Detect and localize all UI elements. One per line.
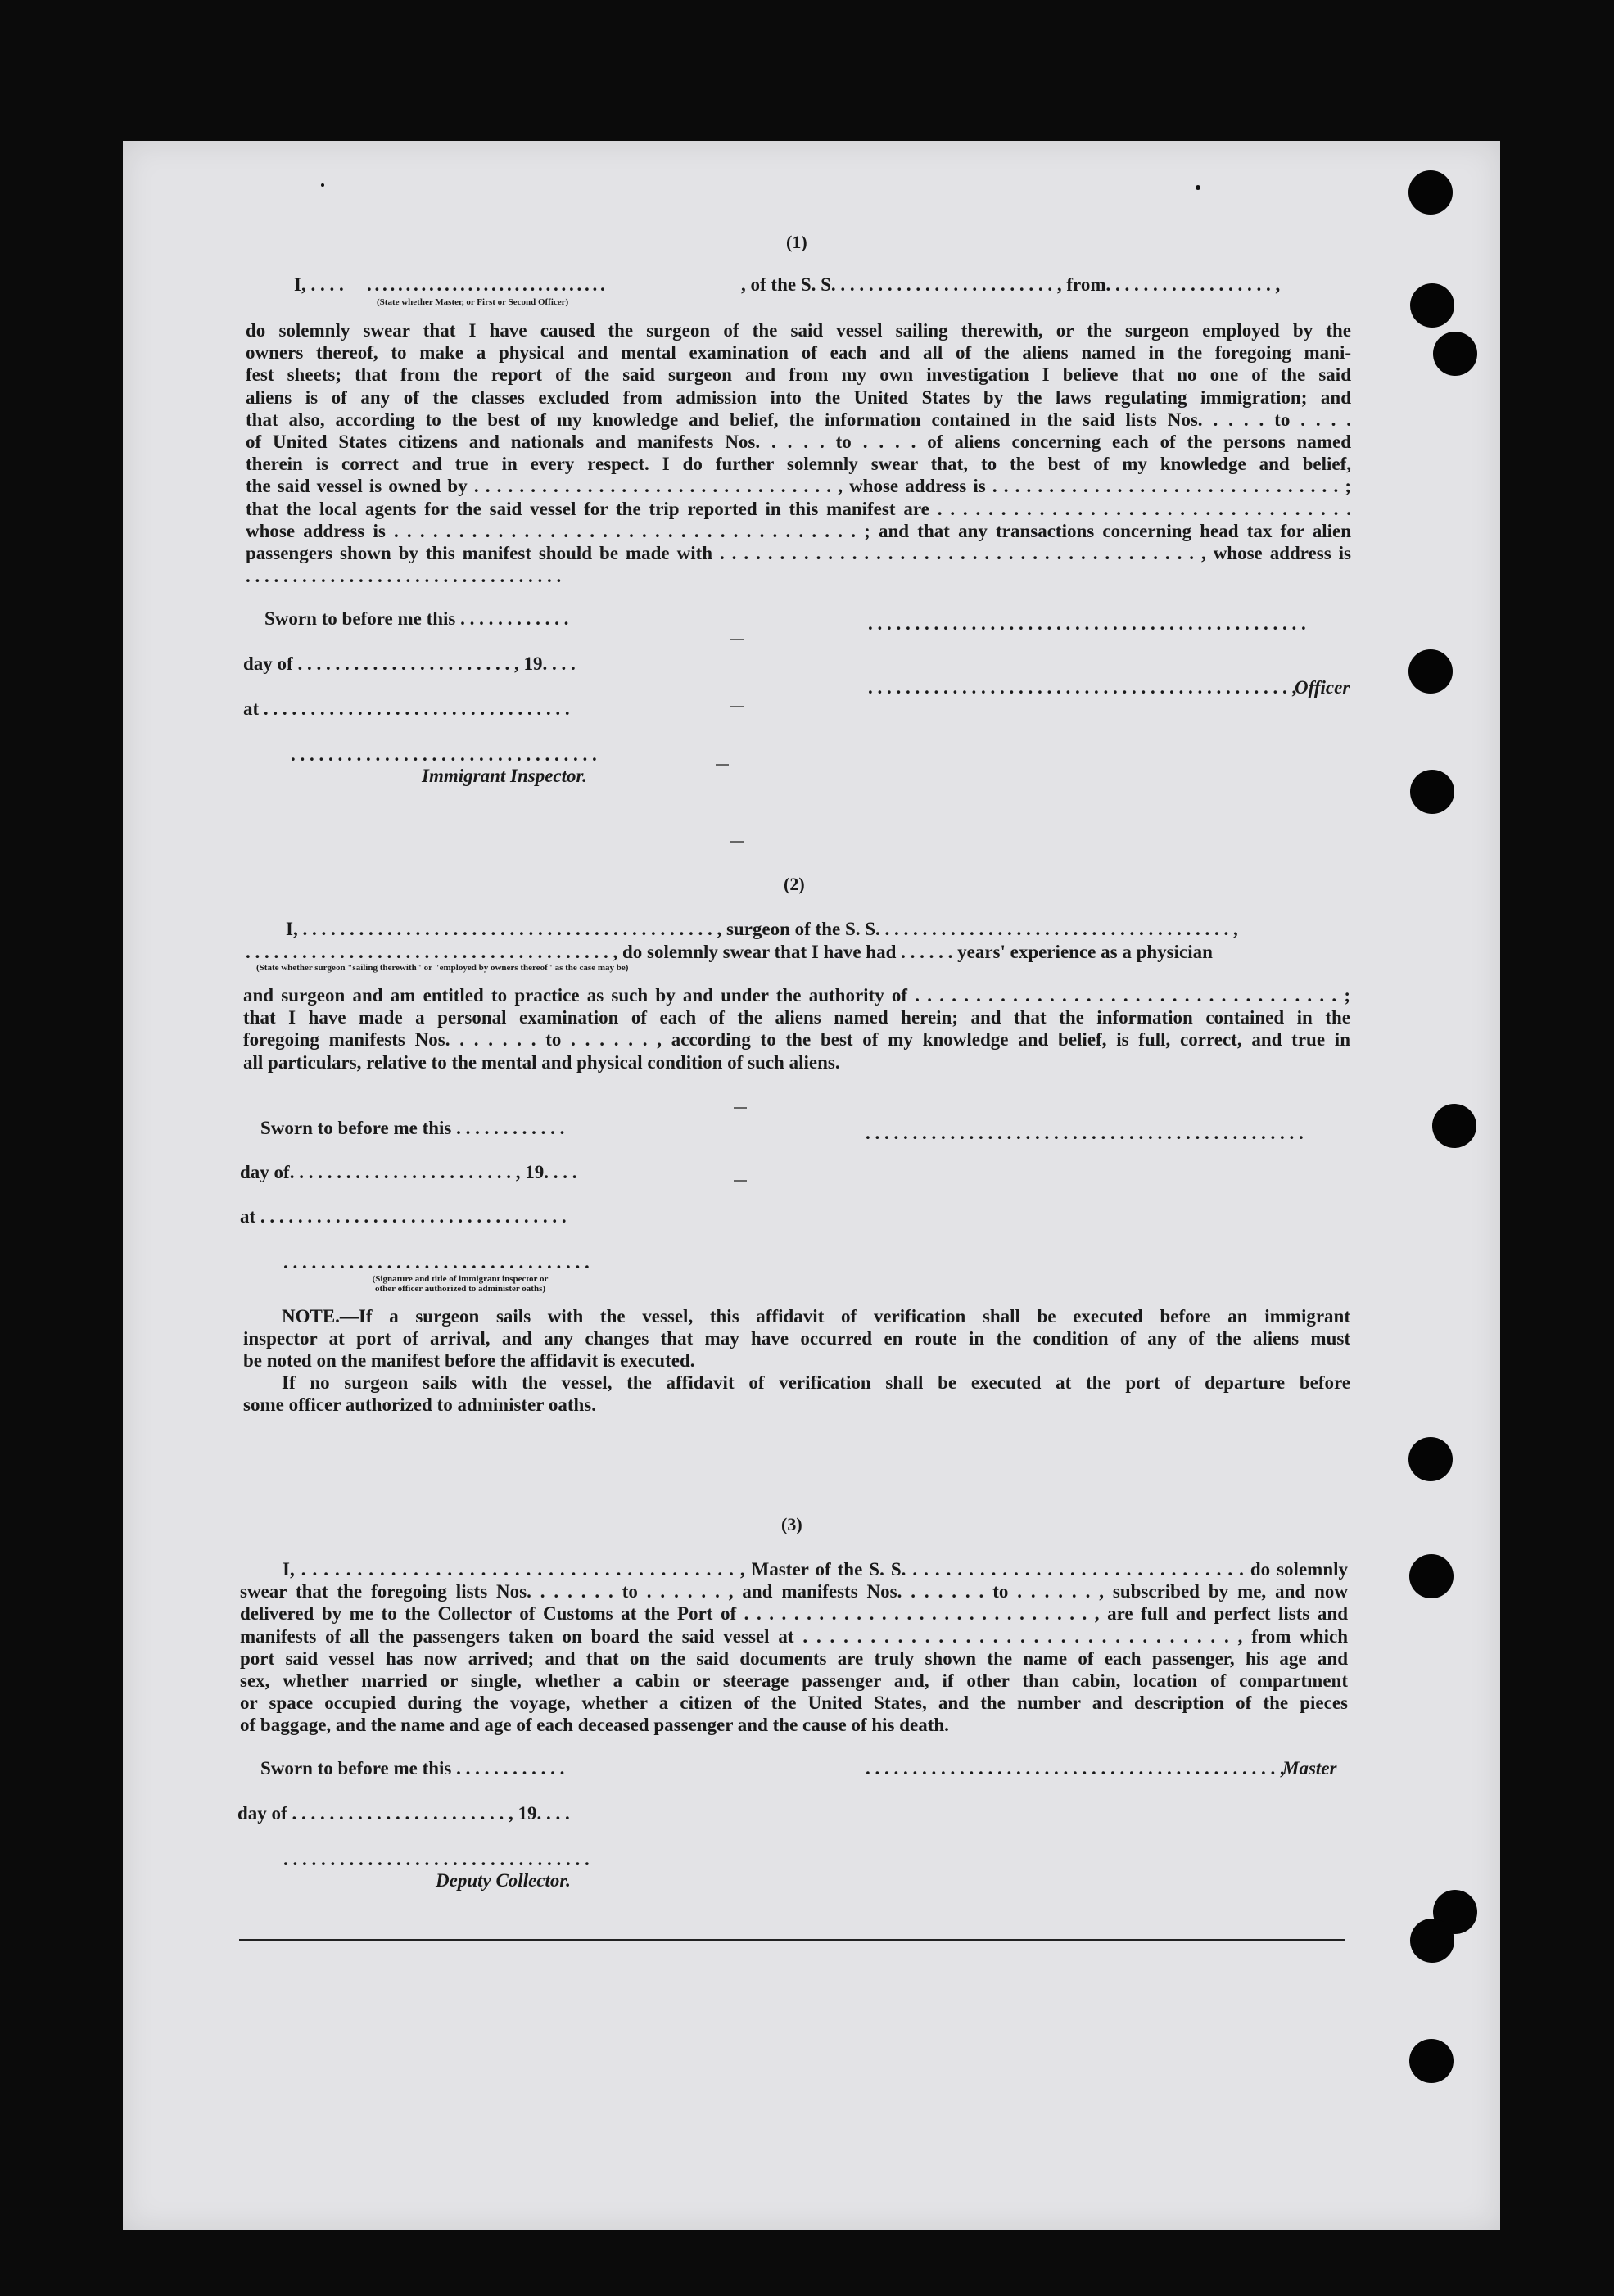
note-paragraph-2 xyxy=(243,1372,1350,1416)
note-line: inspector at port of arrival, and any changes that may have occurred en route in the condition of any of the aliens must xyxy=(243,1328,1350,1349)
inspector-signature-dots: . . . . . . . . . . . . . . . . . . . . . . . . . . . . . . . . . xyxy=(291,744,597,765)
section3-body xyxy=(240,1558,1348,1737)
punch-hole xyxy=(1409,1554,1454,1598)
day-of-line: day of. . . . . . . . . . . . . . . . . . . . . . . . , 19. . . . xyxy=(240,1162,577,1182)
master-officer-hint: (State whether Master, or First or Second Officer) xyxy=(377,297,569,307)
body-line: therein is correct and true in every respect. I do further solemnly swear that, to the best of my knowledge and belief, xyxy=(246,454,1351,475)
inspector-signature-dots: . . . . . . . . . . . . . . . . . . . . . . . . . . . . . . . . . xyxy=(283,1252,590,1272)
punch-hole xyxy=(1432,1104,1476,1148)
punch-hole xyxy=(1408,649,1453,694)
body-line: fest sheets; that from the report of the said surgeon and from my own investigation I believe that no one of the said xyxy=(246,364,1351,386)
section2-intro: I, . . . . . . . . . . . . . . . . . . . . . . . . . . . . . . . . . . . . . . . . . . . . , surgeon of the S. S. . . . . . . . . . . . . . . . . . . . . . . . . . . . . . . . . . . . . . , xyxy=(286,919,1238,939)
punch-hole xyxy=(1410,770,1454,814)
section-number-3: (3) xyxy=(781,1514,802,1534)
margin-mark xyxy=(730,841,744,843)
signature-dots: . . . . . . . . . . . . . . . . . . . . . . . . . . . . . . . . . . . . . . . . . . . . . . . xyxy=(866,1123,1304,1143)
margin-mark xyxy=(716,764,729,766)
body-line: of United States citizens and nationals and manifests Nos. . . . . to . . . . of aliens concerning each of the persons named xyxy=(246,432,1351,453)
note-line: be noted on the manifest before the affidavit is executed. xyxy=(243,1350,695,1372)
punch-hole xyxy=(1408,1437,1453,1481)
sworn-line: Sworn to before me this . . . . . . . . . . . . xyxy=(264,608,569,629)
at-line: at . . . . . . . . . . . . . . . . . . . . . . . . . . . . . . . . . xyxy=(243,698,570,719)
speck xyxy=(321,183,324,187)
body-line: owners thereof, to make a physical and mental examination of each and all of the aliens named in the foregoing mani- xyxy=(246,342,1351,364)
body-line: and surgeon and am entitled to practice as such by and under the authority of . . . . . . . . . . . . . . . . . . . . . . . . . . . . . . . . . . . ; xyxy=(243,985,1350,1006)
section1-intro-start: I, . . . . xyxy=(294,274,344,295)
body-line: port said vessel has now arrived; and that on the said documents are truly shown the name of each passenger, his age and xyxy=(240,1647,1348,1669)
sworn-line: Sworn to before me this . . . . . . . . . . . . xyxy=(260,1758,565,1778)
master-dots: . . . . . . . . . . . . . . . . . . . . . . . . . . . . . . . . . . . . . . . . . . . . , xyxy=(866,1758,1285,1778)
note-line: NOTE.—If a surgeon sails with the vessel, this affidavit of verification shall be executed before an immigrant xyxy=(282,1306,1350,1327)
section1-intro-end: , of the S. S. . . . . . . . . . . . . . . . . . . . . . . . , from. . . . . . . . . . . . . . . . . . , xyxy=(741,274,1281,295)
punch-hole xyxy=(1410,283,1454,328)
deputy-signature-dots: . . . . . . . . . . . . . . . . . . . . . . . . . . . . . . . . . xyxy=(283,1849,590,1869)
day-of-line: day of . . . . . . . . . . . . . . . . . . . . . . . , 19. . . . xyxy=(237,1803,570,1824)
inspector-label: Immigrant Inspector. xyxy=(422,766,587,786)
punch-hole xyxy=(1433,332,1477,376)
body-line: the said vessel is owned by . . . . . . . . . . . . . . . . . . . . . . . . . . . . . . . . , whose address is . . . . . . . . . . . . . . . . . . . . . . . . . . . . . . . ; xyxy=(246,476,1351,497)
body-line: sex, whether married or single, whether a cabin or steerage passenger and, if other than cabin, location of compartment xyxy=(240,1670,1348,1692)
body-line: I, . . . . . . . . . . . . . . . . . . . . . . . . . . . . . . . . . . . . . . . , Master of the S. S. . . . . . . . . . . . . . . . . . . . . . . . . . . . . . . do solemnly xyxy=(283,1559,1348,1580)
officer-label: Officer xyxy=(1295,677,1350,698)
master-label: Master xyxy=(1282,1758,1337,1778)
signature-dots: . . . . . . . . . . . . . . . . . . . . . . . . . . . . . . . . . . . . . . . . . . . . . . . xyxy=(868,613,1306,634)
signature-hint xyxy=(283,1274,637,1294)
body-line: or space occupied during the voyage, whether a citizen of the United States, and the number and description of the pieces xyxy=(240,1693,1348,1714)
body-line: all particulars, relative to the mental and physical condition of such aliens. xyxy=(243,1051,840,1073)
note-line: some officer authorized to administer oaths. xyxy=(243,1394,596,1416)
officer-dots: . . . . . . . . . . . . . . . . . . . . . . . . . . . . . . . . . . . . . . . . . . . . . , xyxy=(868,677,1297,698)
surgeon-hint: (State whether surgeon "sailing therewith" or "employed by owners thereof" as the case may be) xyxy=(256,963,629,973)
body-line: do solemnly swear that I have caused the surgeon of the said vessel sailing therewith, or the surgeon employed by the xyxy=(246,320,1351,341)
body-line: foregoing manifests Nos. . . . . . . to . . . . . . , according to the best of my knowledge and belief, is full, correct, and true in xyxy=(243,1029,1350,1051)
body-line: manifests of all the passengers taken on board the said vessel at . . . . . . . . . . . . . . . . . . . . . . . . . . . . . . . . , from which xyxy=(240,1625,1348,1647)
body-line: of baggage, and the name and age of each deceased passenger and the cause of his death. xyxy=(240,1715,949,1736)
margin-mark xyxy=(730,639,744,640)
signature-hint-line: (Signature and title of immigrant inspector or xyxy=(372,1274,549,1284)
deputy-label: Deputy Collector. xyxy=(436,1870,571,1891)
section2-body xyxy=(243,984,1350,1073)
at-line: at . . . . . . . . . . . . . . . . . . . . . . . . . . . . . . . . . xyxy=(240,1206,567,1227)
body-line: that also, according to the best of my knowledge and belief, the information contained in the said lists Nos. . . . . to . . . . xyxy=(246,409,1351,430)
body-line: that the local agents for the said vessel for the trip reported in this manifest are . . . . . . . . . . . . . . . . . . . . . . . . . . . . . . . . . xyxy=(246,498,1351,519)
body-line: aliens is of any of the classes excluded from admission into the United States by the laws regulating immigration; and xyxy=(246,386,1351,408)
body-line: swear that the foregoing lists Nos. . . . . . . to . . . . . . , and manifests Nos. . . . . . . to . . . . . . , subscribed by me, and now xyxy=(240,1581,1348,1602)
speck xyxy=(1196,185,1200,190)
body-line: that I have made a personal examination of each of the aliens named herein; and that the information contained in the xyxy=(243,1007,1350,1028)
section-number-1: (1) xyxy=(786,232,807,252)
punch-hole xyxy=(1410,1919,1454,1963)
bottom-rule xyxy=(239,1939,1345,1941)
section1-intro-dots: . . . . . . . . . . . . . . . . . . . . . . . . . . . . . . . xyxy=(367,274,604,295)
section1-body xyxy=(246,319,1351,564)
body-line: whose address is . . . . . . . . . . . . . . . . . . . . . . . . . . . . . . . . . . . . ; and that any transactions concerning head tax for alien xyxy=(246,520,1351,541)
body-line: delivered by me to the Collector of Customs at the Port of . . . . . . . . . . . . . . . . . . . . . . . . . . . . , are full and perfect lists and xyxy=(240,1603,1348,1625)
margin-mark xyxy=(734,1107,747,1109)
section1-trailing-dots: . . . . . . . . . . . . . . . . . . . . . . . . . . . . . . . . . . xyxy=(246,566,562,586)
note-line: If no surgeon sails with the vessel, the affidavit of verification shall be executed at the port of departure before xyxy=(282,1372,1350,1393)
body-line: passengers shown by this manifest should be made with . . . . . . . . . . . . . . . . . . . . . . . . . . . . . . . . . . . . . . . . , whose address is xyxy=(246,543,1351,564)
signature-hint-line: other officer authorized to administer oaths) xyxy=(374,1284,546,1294)
sworn-line: Sworn to before me this . . . . . . . . . . . . xyxy=(260,1118,565,1138)
punch-hole xyxy=(1408,170,1453,215)
section2-experience: . . . . . . . . . . . . . . . . . . . . . . . . . . . . . . . . . . . . . . . , do solemnly swear that I have had . . . . . . years' experience as a physician xyxy=(246,942,1213,962)
margin-mark xyxy=(730,706,744,707)
margin-mark xyxy=(734,1180,747,1182)
day-of-line: day of . . . . . . . . . . . . . . . . . . . . . . . , 19. . . . xyxy=(243,653,576,674)
section-number-2: (2) xyxy=(784,874,805,894)
note-paragraph xyxy=(243,1305,1350,1372)
punch-hole xyxy=(1409,2039,1454,2083)
